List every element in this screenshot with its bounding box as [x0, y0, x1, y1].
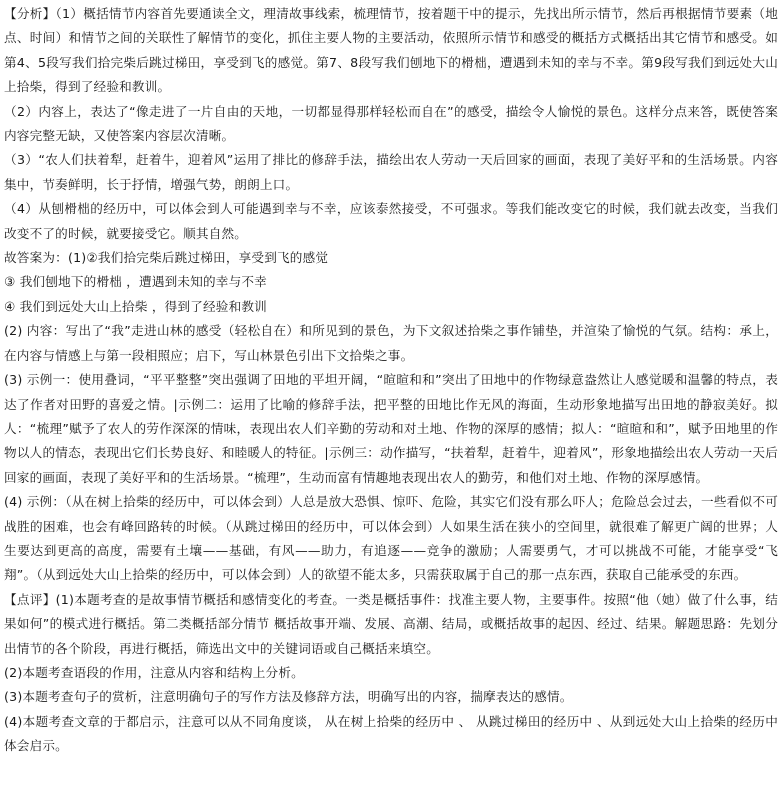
comment-part-2: (2)本题考查语段的作用，注意从内容和结构上分析。 [4, 664, 304, 680]
answer-line-3: ③ 我们刨地下的榾柮 ，遭遇到未知的幸与不幸 [4, 274, 267, 290]
analysis-part-1: 【分析】（1）概括情节内容首先要通读全文，理清故事线索，梳理情节，按着题干中的提示，先找出所示情节，然后再根据情节要素（地点、时间）和情节之间的关联性了解情节的变化，抓住主要人物的主要活动，依照所示情节和感受的概括方式概括出其它情节和感受。如第4、5段写我们拾完柴后跳过梯田，享受到飞的感觉。第7、8段写我们刨地下的榾柮，遭遇到未知的幸与不幸。第9段写我们到远处大山上拾柴，得到了经验和教训。 [4, 6, 778, 95]
answer-line-4: ④ 我们到远处大山上拾柴 ，得到了经验和教训 [4, 298, 267, 314]
comment-part-4: (4)本题考查文章的于都启示，注意可以从不同角度谈， 从在树上拾柴的经历中 、 从跳过梯田的经历中 、从到远处大山上拾柴的经历中体会启示。 [4, 713, 778, 754]
answer-part-3: (3) 示例一：使用叠词，“平平整整”突出强调了田地的平坦开阔，“暄暄和和”突出了田地中的作物绿意盎然让人感觉暖和温馨的特点，表达了作者对田野的喜爱之情。|示例二：运用了比喻的修辞手法，把平整的田地比作无风的海面，生动形象地描写出田地的静寂美好。拟人：“梳理”赋予了农人的劳作深深的情味，表现出农人们辛勤的劳动和对土地、作物的深厚的感情；拟人：“暄暄和和”，赋予田地里的作物以人的情态，表现出它们长势良好、和睦暖人的特征。|示例三：动作描写，“扶着犁，赶着牛，迎着风”，形象地描绘出农人劳动一天后回家的画面，表现了美好平和的生活场景。“梳理”，生动而富有情趣地表现出农人的勤劳，和他们对土地、作物的深厚感情。 [4, 372, 778, 485]
answer-part-4: (4) 示例：（从在树上拾柴的经历中，可以体会到）人总是放大恐惧、惊吓、危险，其实它们没有那么吓人；危险总会过去，一些看似不可战胜的困难，也会有峰回路转的时候。（从跳过梯田的经历中，可以体会到）人如果生活在狭小的空间里，就很难了解更广阔的世界；人生要达到更高的高度，需要有土壤——基础，有风——助力，有追逐——竞争的激励；人需要勇气，才可以挑战不可能，才能享受“飞翔”。（从到远处大山上拾柴的经历中，可以体会到）人的欲望不能太多，只需获取属于自己的那一点东西，获取自己能承受的东西。 [4, 494, 778, 583]
analysis-part-4: （4）从刨榾柮的经历中，可以体会到人可能遇到幸与不幸，应该泰然接受，不可强求。等我们能改变它的时候，我们就去改变，当我们改变不了的时候，就要接受它。顺其自然。 [4, 201, 778, 241]
answer-intro-line: 故答案为：(1)②我们拾完柴后跳过梯田，享受到飞的感觉 [4, 250, 329, 266]
analysis-part-2: （2）内容上，表达了“像走进了一片自由的天地，一切都显得那样轻松而自在”的感受，描绘令人愉悦的景色。这样分点来答，既使答案内容完整无缺，又使答案内容层次清晰。 [4, 103, 778, 144]
answer-part-2: (2) 内容：写出了“我”走进山林的感受（轻松自在）和所见到的景色，为下文叙述拾柴之事作铺垫，并渲染了愉悦的气氛。结构：承上，在内容与情感上与第一段相照应；启下，写山林景色引出下文拾柴之事。 [4, 323, 778, 363]
comment-part-3: (3)本题考查句子的赏析，注意明确句子的写作方法及修辞方法，明确写出的内容，揣摩表达的感情。 [4, 689, 573, 705]
comment-part-1: 【点评】(1)本题考查的是故事情节概括和感情变化的考查。一类是概括事件：找准主要人物，主要事件。按照“他（她）做了什么事，结果如何”的模式进行概括。第二类概括部分情节 概括故事开端、发展、高潮、结局，或概括故事的起因、经过、结果。解题思路：先划分出情节的各个阶段，再进行概括，筛选出文中的关键词语或自己概括来填空。 [4, 591, 778, 656]
analysis-part-3: （3）“农人们扶着犁，赶着牛，迎着风”运用了排比的修辞手法，描绘出农人劳动一天后回家的画面，表现了美好平和的生活场景。内容集中，节奏鲜明，长于抒情，增强气势，朗朗上口。 [4, 152, 778, 192]
